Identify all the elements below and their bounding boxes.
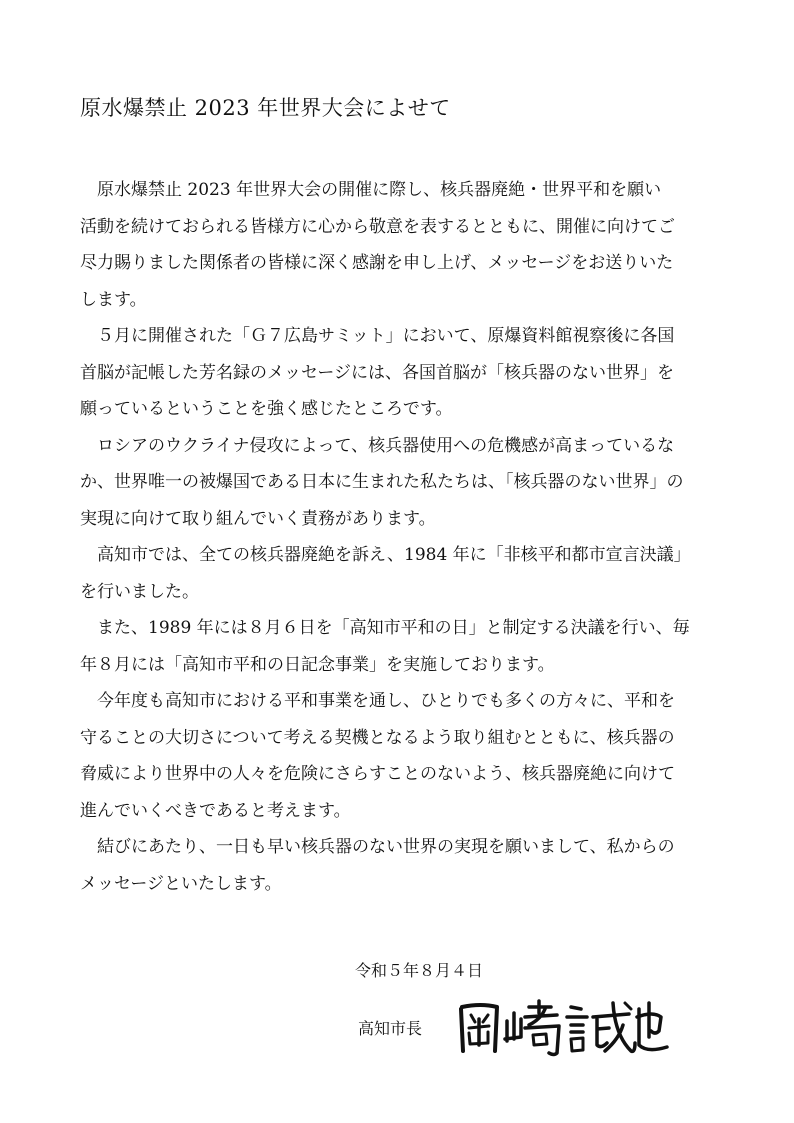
body-line-13: また、1989 年には８月６日を「高知市平和の日」と制定する決議を行い、毎 — [80, 618, 690, 638]
body-line-16: 守ることの大切さについて考える契機となるよう取り組むとともに、核兵器の — [80, 727, 675, 748]
body-line-10: 実現に向けて取り組んでいく責務があります。 — [80, 508, 436, 529]
handwritten-signature — [455, 995, 670, 1057]
signer-title: 高知市長 — [358, 1019, 423, 1038]
body-line-15: 今年度も高知市における平和事業を通し、ひとりでも多くの方々に、平和を — [80, 691, 675, 711]
body-line-3: 尽力賜りました関係者の皆様に深く感謝を申し上げ、メッセージをお送りいた — [80, 253, 674, 273]
body-line-2: 活動を続けておられる皆様方に心から敬意を表するとともに、開催に向けてご — [80, 216, 675, 237]
body-line-18: 進んでいくべきであると考えます。 — [80, 800, 351, 821]
body-line-5: ５月に開催された「Ｇ７広島サミット」において、原爆資料館視察後に各国 — [80, 326, 675, 346]
page-title: 原水爆禁止 2023 年世界大会によせて — [80, 96, 451, 120]
body-line-6: 首脳が記帳した芳名録のメッセージには、各国首脳が「核兵器のない世界」を — [80, 362, 674, 383]
body-line-14: 年８月には「高知市平和の日記念事業」を実施しております。 — [80, 654, 555, 675]
body-line-9: か、世界唯一の被爆国である日本に生まれた私たちは、「核兵器のない世界」の — [80, 472, 684, 492]
body-line-19: 結びにあたり、一日も早い核兵器のない世界の実現を願いまして、私からの — [80, 837, 675, 857]
body-line-12: を行いました。 — [80, 581, 199, 602]
body-line-4: します。 — [80, 289, 147, 310]
body-line-11: 高知市では、全ての核兵器廃絶を訴え、1984 年に「非核平和都市宣言決議」 — [80, 545, 691, 565]
body-line-20: メッセージといたします。 — [80, 873, 282, 894]
body-line-8: ロシアのウクライナ侵攻によって、核兵器使用への危機感が高まっているな — [80, 435, 675, 456]
body-line-7: 願っているということを強く感じたところです。 — [80, 399, 453, 419]
message-body — [80, 172, 720, 902]
body-line-17: 脅威により世界中の人々を危険にさらすことのないよう、核兵器廃絶に向けて — [80, 764, 675, 784]
body-line-1: 原水爆禁止 2023 年世界大会の開催に際し、核兵器廃絶・世界平和を願い — [80, 180, 662, 200]
date: 令和５年８月４日 — [355, 961, 484, 980]
